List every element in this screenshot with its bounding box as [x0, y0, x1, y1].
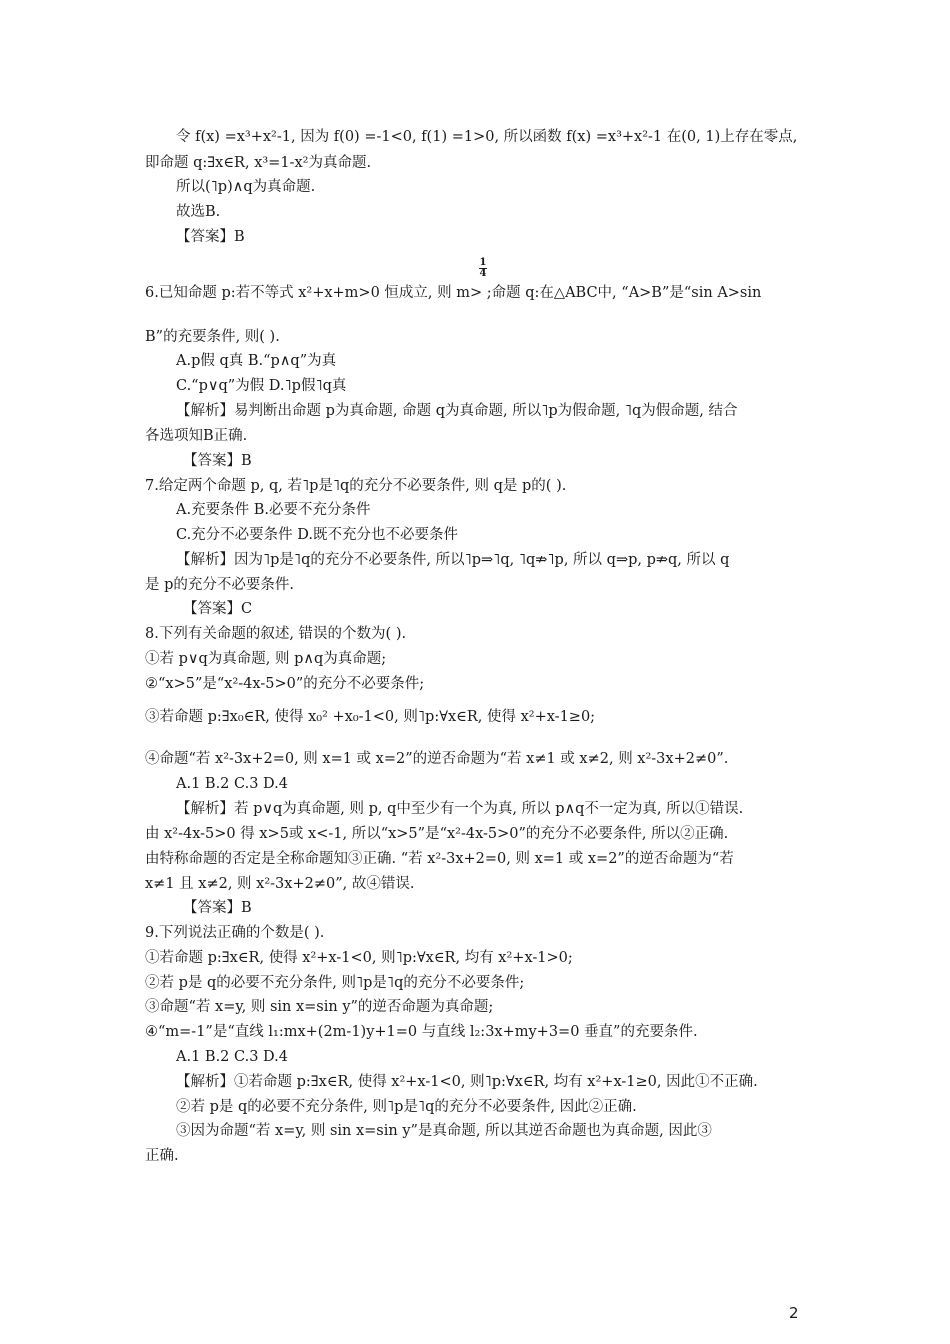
- text-line: 正确.: [145, 1148, 179, 1164]
- option-line: A.p假 q真 B.“p∧q”为真: [176, 353, 337, 369]
- text-line: 是 p的充分不必要条件.: [145, 577, 294, 593]
- answer-label: 【答案】B: [176, 229, 245, 245]
- fraction-one-quarter: [478, 258, 488, 279]
- question-7: 7.给定两个命题 p, q, 若˥p是˥q的充分不必要条件, 则 q是 p的( ).: [145, 478, 567, 494]
- option-line: A.1 B.2 C.3 D.4: [176, 1049, 288, 1065]
- option-line: A.1 B.2 C.3 D.4: [176, 776, 288, 792]
- analysis-line: ③因为命题“若 x=y, 则 sin x=sin y”是真命题, 所以其逆否命题也为真命题, 因此③: [176, 1123, 712, 1139]
- fraction-denominator: 4: [479, 268, 487, 279]
- option-line: C.充分不必要条件 D.既不充分也不必要条件: [176, 527, 459, 543]
- statement-line: ①若命题 p:∃x∈R, 使得 x²+x-1<0, 则˥p:∀x∈R, 均有 x²+x-1>0;: [145, 950, 573, 966]
- statement-line: ④“m=-1”是“直线 l₁:mx+(2m-1)y+1=0 与直线 l₂:3x+my+3=0 垂直”的充要条件.: [145, 1024, 698, 1040]
- answer-label: 【答案】C: [183, 601, 253, 617]
- option-line: C.“p∨q”为假 D.˥p假˥q真: [176, 378, 347, 394]
- text-line: x≠1 且 x≠2, 则 x²-3x+2≠0”, 故④错误.: [145, 876, 415, 892]
- statement-line: ②若 p是 q的必要不充分条件, 则˥p是˥q的充分不必要条件;: [145, 975, 525, 991]
- question-6: 6.已知命题 p:若不等式 x²+x+m>0 恒成立, 则 m> ;命题 q:在△ABC中, “A>B”是“sin A>sin: [145, 285, 762, 301]
- text-line: 各选项知B正确.: [145, 428, 248, 444]
- analysis-line: 【解析】易判断出命题 p为真命题, 命题 q为真命题, 所以˥p为假命题, ˥q为假命题, 结合: [176, 403, 738, 419]
- fraction-numerator: 1: [479, 257, 487, 268]
- text-line: 由 x²-4x-5>0 得 x>5或 x<-1, 所以“x>5”是“x²-4x-5>0”的充分不必要条件, 所以②正确.: [145, 826, 729, 842]
- statement-line: ①若 p∨q为真命题, 则 p∧q为真命题;: [145, 651, 387, 667]
- page-number: 2: [789, 1304, 799, 1322]
- statement-line: ③命题“若 x=y, 则 sin x=sin y”的逆否命题为真命题;: [145, 999, 494, 1015]
- question-9: 9.下列说法正确的个数是( ).: [145, 925, 325, 941]
- text-line: B”的充要条件, 则( ).: [145, 329, 280, 345]
- text-line: 由特称命题的否定是全称命题知③正确. “若 x²-3x+2=0, 则 x=1 或 x=2”的逆否命题为“若: [145, 851, 734, 867]
- text-line: 即命题 q:∃x∈R, x³=1-x²为真命题.: [145, 155, 372, 171]
- statement-line: ④命题“若 x²-3x+2=0, 则 x=1 或 x=2”的逆否命题为“若 x≠1 或 x≠2, 则 x²-3x+2≠0”.: [145, 751, 729, 767]
- answer-label: 【答案】B: [183, 900, 252, 916]
- text-line: 令 f(x) =x³+x²-1, 因为 f(0) =-1<0, f(1) =1>0, 所以函数 f(x) =x³+x²-1 在(0, 1)上存在零点,: [176, 129, 798, 145]
- option-line: A.充要条件 B.必要不充分条件: [176, 502, 371, 518]
- statement-line: ②“x>5”是“x²-4x-5>0”的充分不必要条件;: [145, 676, 425, 692]
- text-line: 所以(˥p)∧q为真命题.: [176, 179, 316, 195]
- analysis-line: ②若 p是 q的必要不充分条件, 则˥p是˥q的充分不必要条件, 因此②正确.: [176, 1099, 637, 1115]
- question-8: 8.下列有关命题的叙述, 错误的个数为( ).: [145, 626, 407, 642]
- statement-line: ③若命题 p:∃x₀∈R, 使得 x₀² +x₀-1<0, 则˥p:∀x∈R, 使得 x²+x-1≥0;: [145, 709, 596, 725]
- text-line: 故选B.: [176, 204, 221, 220]
- analysis-line: 【解析】若 p∨q为真命题, 则 p, q中至少有一个为真, 所以 p∧q不一定为真, 所以①错误.: [176, 801, 744, 817]
- answer-label: 【答案】B: [183, 453, 252, 469]
- analysis-line: 【解析】①若命题 p:∃x∈R, 使得 x²+x-1<0, 则˥p:∀x∈R, 均有 x²+x-1≥0, 因此①不正确.: [176, 1074, 758, 1090]
- analysis-line: 【解析】因为˥p是˥q的充分不必要条件, 所以˥p⇒˥q, ˥q⇏˥p, 所以 q⇒p, p⇏q, 所以 q: [176, 552, 730, 568]
